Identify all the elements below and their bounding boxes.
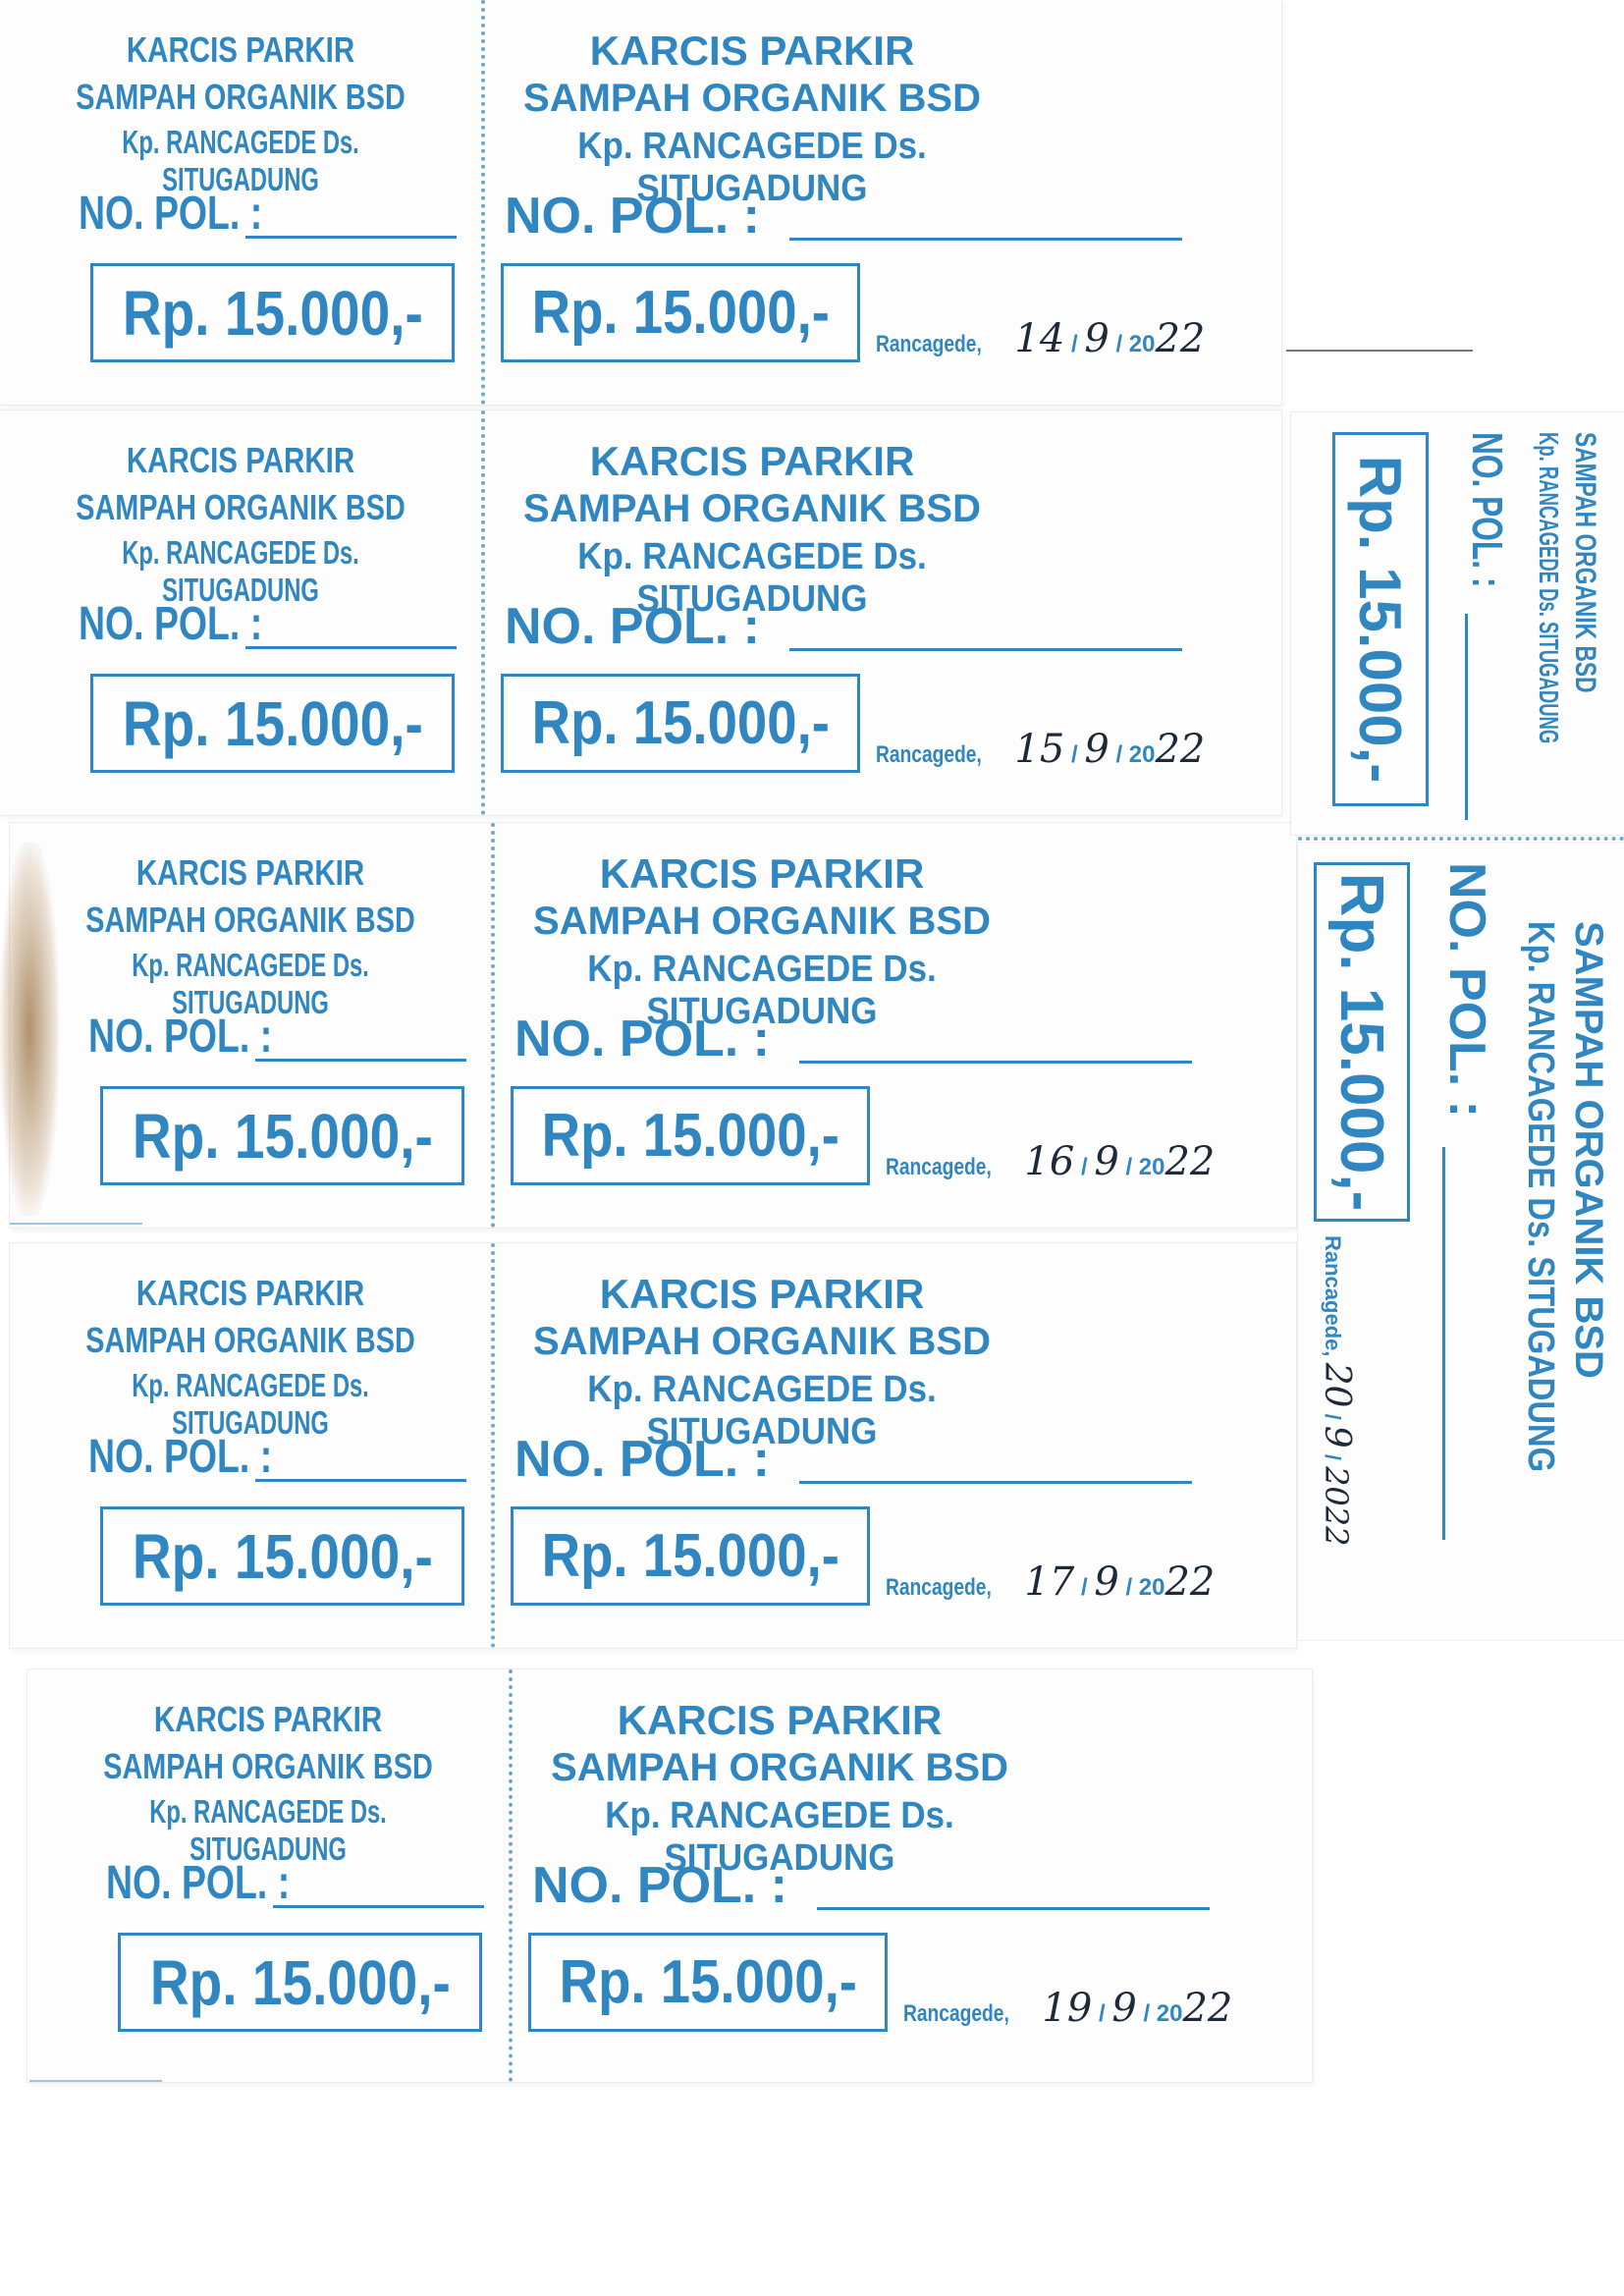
parking-ticket-3: [10, 823, 1296, 1228]
rotated-stub-subtitle: SAMPAH ORGANIK BSD: [1569, 432, 1601, 693]
rotated-ticket-stub: [1291, 412, 1624, 835]
ticket-address: Kp. RANCAGEDE Ds. SITUGADUNG: [605, 1795, 954, 1879]
stub-title: KARCIS PARKIR: [126, 29, 355, 70]
place-label: Rancagede,: [903, 2000, 1009, 2027]
handwritten-month: 9: [1084, 727, 1110, 772]
stub-address: Kp. RANCAGEDE Ds. SITUGADUNG: [149, 1793, 387, 1867]
handwritten-day: 14: [1014, 316, 1065, 361]
handwritten-month: 9: [1094, 1559, 1119, 1605]
stub-subtitle: SAMPAH ORGANIK BSD: [85, 1320, 415, 1360]
plate-label: NO. POL. :: [505, 598, 760, 655]
stub-address: Kp. RANCAGEDE Ds. SITUGADUNG: [132, 1367, 369, 1441]
price: Rp. 15.000,-: [531, 689, 830, 757]
stub-plate-line: [245, 236, 457, 239]
stub-plate-label: NO. POL. :: [79, 598, 263, 650]
year-prefix: / 20: [1125, 1574, 1165, 1601]
date-line: Rancagede, 15 / 9 / 2022: [876, 727, 1206, 772]
price: Rp. 15.000,-: [541, 1102, 839, 1170]
stub-price: Rp. 15.000,-: [122, 687, 423, 759]
handwritten-year: 22: [1164, 1559, 1216, 1605]
stub-plate-line: [273, 1905, 484, 1908]
ticket-stub: [10, 823, 491, 1228]
price-box: [511, 1506, 870, 1606]
ticket-stub: [10, 1243, 491, 1648]
handwritten-day: 19: [1042, 1986, 1093, 2031]
rotated-parking-ticket: [1298, 843, 1624, 1640]
date-line: Rancagede, 16 / 9 / 2022: [886, 1139, 1216, 1184]
price-box: [511, 1086, 870, 1185]
handwritten-month: 9: [1084, 316, 1110, 361]
rotated-stub-plate-label: NO. POL. :: [1463, 432, 1511, 588]
stub-price: Rp. 15.000,-: [149, 1946, 451, 2018]
perforation: [481, 410, 485, 815]
stub-price-box: [100, 1506, 464, 1606]
ticket-main: [487, 410, 1281, 815]
ticket-title: KARCIS PARKIR: [599, 1271, 925, 1317]
stub-plate-label: NO. POL. :: [88, 1011, 273, 1063]
ticket-address: Kp. RANCAGEDE Ds. SITUGADUNG: [587, 1369, 937, 1452]
ticket-address: Kp. RANCAGEDE Ds. SITUGADUNG: [577, 126, 927, 209]
rotated-date-line: Rancagede, 20 / 9 / 2022: [1317, 1235, 1357, 1547]
year-prefix: / 20: [1115, 741, 1156, 768]
paper-edge: [10, 1223, 142, 1225]
handwritten-day: 15: [1014, 727, 1065, 772]
ticket-subtitle: SAMPAH ORGANIK BSD: [523, 77, 981, 120]
parking-ticket-5: [27, 1669, 1312, 2082]
ticket-title: KARCIS PARKIR: [589, 438, 915, 484]
ticket-title: KARCIS PARKIR: [617, 1697, 943, 1743]
ticket-stub: [0, 0, 481, 405]
place-label: Rancagede,: [876, 741, 982, 768]
rotated-address: Kp. RANCAGEDE Ds. SITUGADUNG: [1520, 921, 1561, 1473]
stub-title: KARCIS PARKIR: [126, 440, 355, 480]
ticket-stub: [0, 410, 481, 815]
stub-price-box: [100, 1086, 464, 1185]
handwritten-year: 22: [1155, 727, 1206, 772]
stub-subtitle: SAMPAH ORGANIK BSD: [103, 1746, 433, 1786]
stub-price-box: [90, 263, 455, 362]
stub-plate-line: [255, 1479, 466, 1482]
parking-ticket-2: [0, 410, 1281, 815]
plate-label: NO. POL. :: [505, 188, 760, 245]
handwritten-month: 9: [1094, 1139, 1119, 1184]
handwritten-year: 22: [1182, 1986, 1233, 2031]
rotated-place-label: Rancagede,: [1321, 1235, 1345, 1357]
stub-title: KARCIS PARKIR: [153, 1699, 383, 1739]
ticket-main: [514, 1669, 1312, 2082]
stub-address: Kp. RANCAGEDE Ds. SITUGADUNG: [122, 124, 359, 197]
handwritten-month: 9: [1317, 1425, 1357, 1449]
rotated-subtitle: SAMPAH ORGANIK BSD: [1567, 921, 1610, 1379]
ticket-main: [497, 1243, 1296, 1648]
perforation: [491, 1243, 495, 1648]
place-label: Rancagede,: [886, 1574, 992, 1601]
ticket-address: Kp. RANCAGEDE Ds. SITUGADUNG: [587, 949, 937, 1032]
date-line: Rancagede, 14 / 9 / 2022: [876, 316, 1206, 361]
price: Rp. 15.000,-: [531, 279, 830, 347]
rotated-stub-address: Kp. RANCAGEDE Ds. SITUGADUNG: [1534, 432, 1564, 744]
stub-title: KARCIS PARKIR: [135, 1273, 365, 1313]
stub-plate-label: NO. POL. :: [88, 1431, 273, 1483]
ticket-address: Kp. RANCAGEDE Ds. SITUGADUNG: [577, 536, 927, 620]
paper-edge: [1286, 350, 1473, 352]
plate-line: [817, 1907, 1210, 1910]
date-line: Rancagede, 19 / 9 / 2022: [903, 1986, 1233, 2031]
paper-edge: [29, 2080, 162, 2082]
stub-price: Rp. 15.000,-: [122, 277, 423, 349]
plate-line: [789, 238, 1182, 241]
plate-label: NO. POL. :: [514, 1431, 770, 1488]
plate-label: NO. POL. :: [514, 1011, 770, 1067]
plate-line: [799, 1481, 1192, 1484]
rotated-stub-price-box: [1332, 432, 1429, 806]
ticket-subtitle: SAMPAH ORGANIK BSD: [551, 1746, 1008, 1789]
price-box: [501, 263, 860, 362]
year-prefix: / 20: [1125, 1154, 1165, 1180]
handwritten-day: 20: [1317, 1362, 1357, 1408]
ticket-title: KARCIS PARKIR: [589, 27, 915, 74]
ticket-subtitle: SAMPAH ORGANIK BSD: [533, 900, 991, 943]
stub-subtitle: SAMPAH ORGANIK BSD: [76, 487, 406, 527]
ticket-title: KARCIS PARKIR: [599, 850, 925, 897]
rotated-plate-label: NO. POL. :: [1438, 862, 1495, 1118]
ticket-stub: [27, 1669, 509, 2082]
rotated-stub-plate-line: [1465, 614, 1468, 820]
stub-price: Rp. 15.000,-: [132, 1100, 433, 1172]
price-box: [501, 674, 860, 773]
ticket-main: [487, 0, 1281, 405]
stub-plate-line: [255, 1059, 466, 1062]
stub-address: Kp. RANCAGEDE Ds. SITUGADUNG: [132, 947, 369, 1020]
ticket-subtitle: SAMPAH ORGANIK BSD: [533, 1320, 991, 1363]
price: Rp. 15.000,-: [559, 1948, 857, 2016]
perforation: [491, 823, 495, 1228]
rotated-price-box: [1314, 862, 1410, 1222]
rotated-price: Rp. 15.000,-: [1327, 872, 1396, 1212]
parking-ticket-4: [10, 1243, 1296, 1648]
year-prefix: / 20: [1143, 2000, 1183, 2027]
perforation: [509, 1669, 513, 2082]
place-label: Rancagede,: [876, 331, 982, 357]
handwritten-year: 2022: [1318, 1466, 1355, 1547]
stub-subtitle: SAMPAH ORGANIK BSD: [76, 77, 406, 117]
year-prefix: / 20: [1115, 331, 1156, 357]
stub-plate-label: NO. POL. :: [106, 1857, 291, 1909]
price: Rp. 15.000,-: [541, 1522, 839, 1590]
plate-line: [799, 1061, 1192, 1064]
price-box: [528, 1933, 888, 2032]
perforation: [1298, 837, 1624, 841]
parking-ticket-1: [0, 0, 1281, 405]
stub-title: KARCIS PARKIR: [135, 852, 365, 893]
stub-plate-line: [245, 646, 457, 649]
stub-price: Rp. 15.000,-: [132, 1520, 433, 1592]
date-line: Rancagede, 17 / 9 / 2022: [886, 1559, 1216, 1605]
rotated-stub-content: [1281, 432, 1605, 825]
stub-plate-label: NO. POL. :: [79, 188, 263, 240]
handwritten-month: 9: [1111, 1986, 1137, 2031]
stub-address: Kp. RANCAGEDE Ds. SITUGADUNG: [122, 534, 359, 608]
place-label: Rancagede,: [886, 1154, 992, 1180]
handwritten-year: 22: [1155, 316, 1206, 361]
handwritten-day: 16: [1024, 1139, 1075, 1184]
handwritten-year: 22: [1164, 1139, 1216, 1184]
perforation: [481, 0, 485, 405]
handwritten-day: 17: [1024, 1559, 1075, 1605]
stub-subtitle: SAMPAH ORGANIK BSD: [85, 900, 415, 940]
ticket-subtitle: SAMPAH ORGANIK BSD: [523, 487, 981, 530]
stub-price-box: [118, 1933, 482, 2032]
plate-label: NO. POL. :: [532, 1857, 787, 1914]
plate-line: [789, 648, 1182, 651]
rotated-stub-price: Rp. 15.000,-: [1347, 455, 1414, 784]
ticket-main: [497, 823, 1296, 1228]
stub-price-box: [90, 674, 455, 773]
rotated-plate-line: [1442, 1147, 1445, 1540]
